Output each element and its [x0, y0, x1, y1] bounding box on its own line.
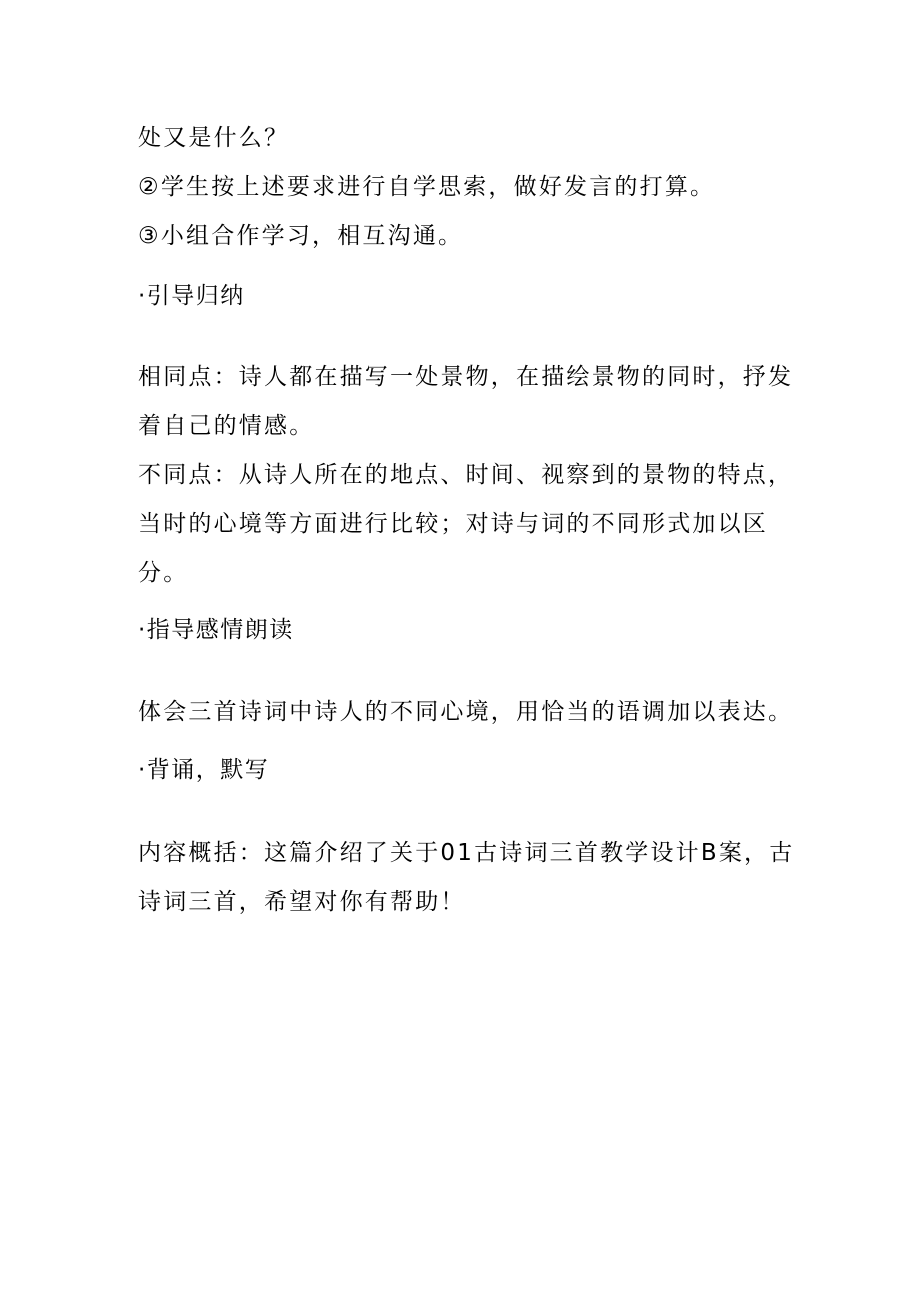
summary-line: 内容概括：这篇介绍了关于01古诗词三首教学设计B案，古	[138, 840, 795, 866]
text-line: 体会三首诗词中诗人的不同心境，用恰当的语调加以表达。	[138, 699, 794, 725]
text-line: 不同点：从诗人所在的地点、时间、视察到的景物的特点，	[138, 462, 794, 488]
section-heading: ·背诵，默写	[138, 757, 270, 783]
text-line: 分。	[138, 560, 189, 586]
section-heading: ·指导感情朗读	[138, 617, 294, 643]
text-line: 处又是什么？	[138, 125, 290, 151]
text-line: ③小组合作学习，相互沟通。	[138, 223, 464, 249]
text-line: 当时的心境等方面进行比较；对诗与词的不同形式加以区	[138, 511, 768, 537]
summary-line: 诗词三首，希望对你有帮助！	[138, 889, 466, 915]
text-line: ②学生按上述要求进行自学思索，做好发言的打算。	[138, 174, 716, 200]
section-heading: ·引导归纳	[138, 283, 245, 309]
text-line: 相同点：诗人都在描写一处景物，在描绘景物的同时，抒发	[138, 364, 794, 390]
text-line: 着自己的情感。	[138, 413, 315, 439]
